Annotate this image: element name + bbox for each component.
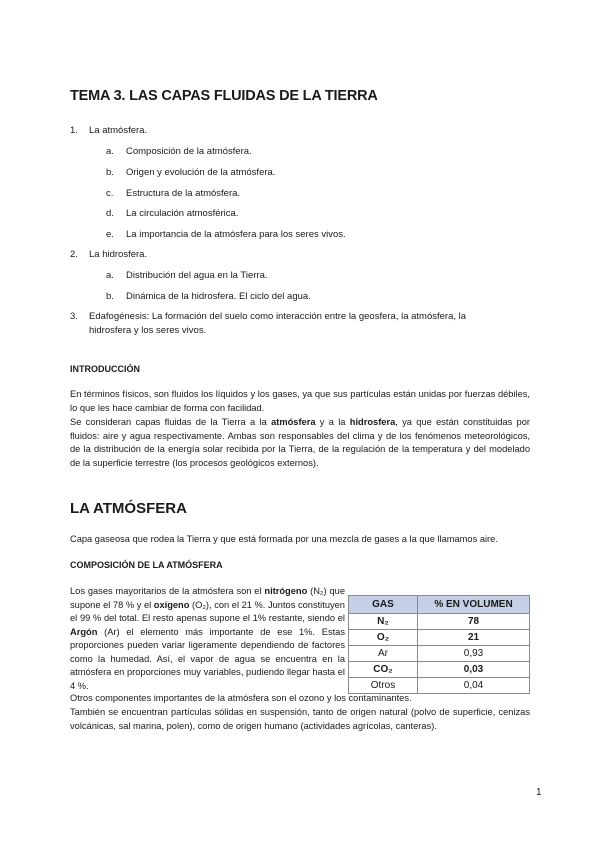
volume-cell: 21 [418, 630, 530, 646]
toc-item: 1. La atmósfera. [70, 125, 148, 136]
section-heading-atmosfera: LA ATMÓSFERA [70, 500, 187, 517]
volume-cell: 0,04 [418, 678, 530, 694]
gas-cell: O₂ [349, 630, 418, 646]
subsection-heading-composicion: COMPOSICIÓN DE LA ATMÓSFERA [70, 560, 223, 570]
volume-cell: 0,03 [418, 662, 530, 678]
gas-cell: CO₂ [349, 662, 418, 678]
gas-cell: N₂ [349, 614, 418, 630]
atmosfera-definition: Capa gaseosa que rodea la Tierra y que está formada por una mezcla de gases a la que llamamos aire. [70, 534, 498, 544]
solid-particles-paragraph: También se encuentran partículas sólidas en suspensión, tanto de origen natural (polvo de superficie, cenizas volcánicas, sal marina, polen), como de origen humano (actividades agrícolas, canteras). [70, 707, 530, 731]
table-row [349, 630, 530, 646]
header-volume: % EN VOLUMEN [418, 596, 530, 614]
table-row [349, 614, 530, 630]
composition-paragraph: Los gases mayoritarios de la atmósfera son el nitrógeno (N₂) que supone el 78 % y el oxígeno (O₂), con el 21 %. Juntos constituyen el 99 % del total. El resto apenas supone el 1% restante, siendo el Argón (Ar) el elemento más importante de ese 1%. Estas proporciones pueden variar ligeramente dependiendo de factores como la humedad. Así, el vapor de agua se encuentra en la atmósfera en proporciones muy variables, pudiendo llegar hasta el 4 %. [70, 586, 345, 691]
toc-subitem: e. La importancia de la atmósfera para los seres vivos. [106, 229, 346, 240]
table-row [349, 646, 530, 662]
toc-subitem: b. Dinámica de la hidrosfera. El ciclo del agua. [106, 291, 311, 302]
section-heading-introduccion: INTRODUCCIÓN [70, 364, 140, 374]
volume-cell: 0,93 [418, 646, 530, 662]
toc-item: 2. La hidrosfera. [70, 249, 148, 260]
toc-subitem: c. Estructura de la atmósfera. [106, 188, 241, 199]
toc-subitem: b. Origen y evolución de la atmósfera. [106, 167, 276, 178]
gas-cell: Otros [349, 678, 418, 694]
page-number: 1 [536, 787, 542, 798]
gas-composition-table [348, 595, 530, 694]
intro-paragraph-2: Se consideran capas fluidas de la Tierra a la atmósfera y a la hidrosfera, ya que están constituidas por fluidos: aire y agua respectivamente. Ambas son responsables del clima y de los fenómenos meteorológicos, de la distribución de la energía solar recibida por la Tierra, de la regulación de la temperatura y del modelado de la superficie terrestre (los procesos geológicos externos). [70, 417, 530, 468]
toc-subitem: d. La circulación atmosférica. [106, 208, 239, 219]
gas-cell: Ar [349, 646, 418, 662]
volume-cell: 78 [418, 614, 530, 630]
toc-item-continuation: hidrosfera y los seres vivos. [89, 325, 207, 336]
toc-item: 3. Edafogénesis: La formación del suelo como interacción entre la geosfera, la atmósfera, la [70, 311, 467, 322]
page-title: TEMA 3. LAS CAPAS FLUIDAS DE LA TIERRA [70, 88, 378, 104]
toc-subitem: a. Distribución del agua en la Tierra. [106, 270, 268, 281]
table-row [349, 662, 530, 678]
table-header-row [349, 596, 530, 614]
toc-subitem: a. Composición de la atmósfera. [106, 146, 252, 157]
other-components-paragraph: Otros componentes importantes de la atmósfera son el ozono y los contaminantes. [70, 693, 412, 703]
header-gas: GAS [349, 596, 418, 614]
intro-paragraph-1: En términos físicos, son fluidos los líquidos y los gases, ya que sus partículas están unidas por fuerzas débiles, lo que les hace cambiar de forma con facilidad. [70, 389, 530, 413]
